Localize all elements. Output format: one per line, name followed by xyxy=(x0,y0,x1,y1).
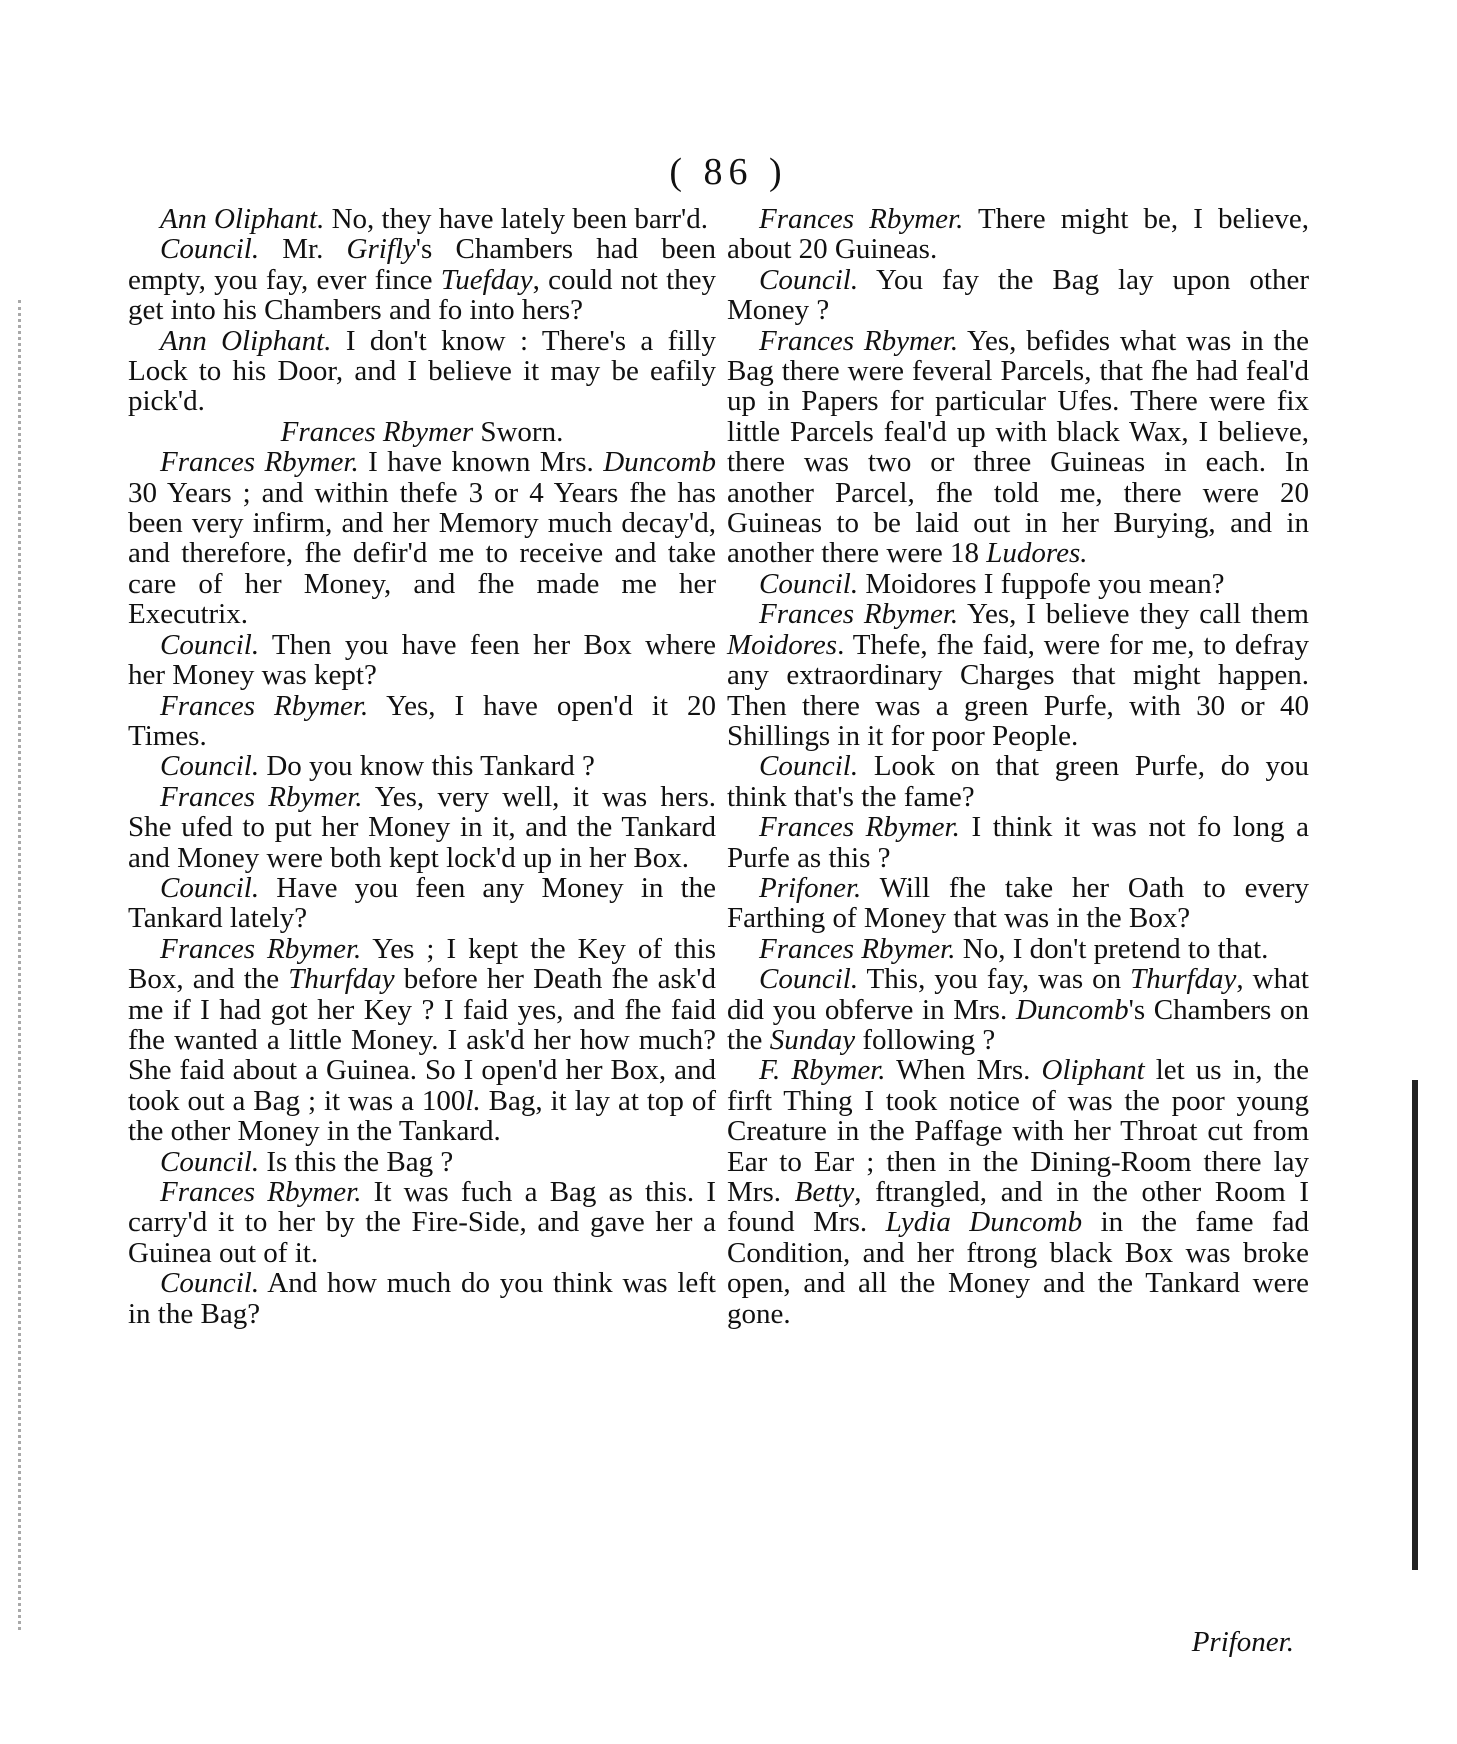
testimony-text: Yes, I have open'd it 20 Times. xyxy=(128,689,716,752)
testimony-text: I don't know : There's a filly Lock to his Door, and I believe it may be eafily pick'd. xyxy=(128,324,716,418)
catchword: Prifoner. xyxy=(1191,1626,1294,1658)
testimony-text: Have you feen any Money in the Tankard lately? xyxy=(128,871,716,935)
italic-term: Thurfday xyxy=(1130,963,1237,996)
testimony-text: 's Chambers on the xyxy=(727,993,1309,1056)
testimony-text: Mr. xyxy=(259,233,347,266)
testimony-paragraph xyxy=(727,1055,1309,1329)
testimony-paragraph xyxy=(727,751,1309,812)
testimony-text: I think it was not fo long a Purfe as this ? xyxy=(727,811,1309,874)
testimony-text: . Thefe, fhe faid, were for me, to defray any extraordinary Charges that might happen. Then there was a green Purfe, with 30 or 40 Shillings in it for poor People. xyxy=(727,628,1309,752)
testimony-paragraph xyxy=(128,1177,716,1268)
italic-term: l. xyxy=(465,1084,481,1117)
italic-term: Oliphant xyxy=(1041,1054,1145,1087)
testimony-paragraph xyxy=(128,326,716,417)
testimony-text: 30 Years ; and within thefe 3 or 4 Years fhe has been very infirm, and her Memory much decay'd, and therefore, fhe defir'd me to receive and take care of her Money, and fhe made me her Executrix. xyxy=(128,476,716,631)
speaker-label: Frances Rbymer. xyxy=(759,598,959,631)
testimony-text: following ? xyxy=(855,1023,996,1056)
testimony-paragraph xyxy=(727,873,1309,934)
testimony-paragraph xyxy=(128,630,716,691)
testimony-text: Then you have feen her Box where her Money was kept? xyxy=(128,628,716,692)
testimony-paragraph xyxy=(128,447,716,629)
speaker-label: Council. xyxy=(160,1145,260,1178)
testimony-paragraph xyxy=(128,751,716,781)
testimony-text: Bag, it lay at top of the other Money in the Tankard. xyxy=(128,1084,717,1148)
testimony-text: Yes, I believe they call them xyxy=(958,598,1309,631)
left-margin-mark xyxy=(18,300,43,1630)
testimony-text: No, I don't pretend to that. xyxy=(955,932,1269,965)
testimony-text: Yes ; I kept the Key of this Box, and the xyxy=(128,932,716,996)
speaker-label: Frances Rbymer. xyxy=(160,1176,362,1208)
testimony-text: let us in, the firft Thing I took notice of was the poor young Creature in the Paffage with her Throat cut from Ear to Ear ; then in the Dining-Room there lay Mrs. xyxy=(727,1054,1309,1208)
testimony-text: Is this the Bag ? xyxy=(259,1145,454,1178)
italic-term: Ludores. xyxy=(986,537,1088,570)
italic-term: Grifly xyxy=(346,233,416,266)
testimony-paragraph xyxy=(128,782,716,873)
testimony-paragraph xyxy=(727,964,1309,1055)
page-number: ( 86 ) xyxy=(669,151,788,193)
testimony-text: Look on that green Purfe, do you think that's the fame? xyxy=(727,750,1309,813)
speaker-label: Frances Rbymer. xyxy=(160,446,359,479)
witness-name: Frances Rbymer xyxy=(280,415,474,448)
sworn-label: Sworn. xyxy=(473,415,564,448)
testimony-paragraph xyxy=(727,265,1309,326)
testimony-text: I have known Mrs. xyxy=(358,446,604,479)
italic-term: Moidores xyxy=(727,628,838,661)
speaker-label: Council. xyxy=(759,750,859,783)
testimony-text: Moidores I fuppofe you mean? xyxy=(858,567,1225,600)
speaker-label: Frances Rbymer. xyxy=(160,780,363,813)
testimony-text: , what did you obferve in Mrs. xyxy=(727,963,1309,1026)
testimony-text: Yes, befides what was in the Bag there were feveral Parcels, that fhe had feal'd up in Papers for particular Ufes. There were fix little Parcels feal'd up with black Wax, I believe, there was two or three Guineas in each. In another Parcel, fhe told me, there were 20 Guineas to be laid out in her Burying, and in another there were 18 xyxy=(727,324,1309,570)
testimony-paragraph xyxy=(128,934,716,1147)
testimony-text: When Mrs. xyxy=(885,1054,1042,1087)
speaker-label: Council. xyxy=(759,263,859,296)
testimony-paragraph xyxy=(128,1147,716,1177)
speaker-label: Frances Rbymer. xyxy=(759,932,956,965)
speaker-label: F. Rbymer. xyxy=(759,1054,886,1087)
testimony-paragraph xyxy=(727,599,1309,751)
testimony-paragraph xyxy=(128,1268,716,1329)
speaker-label: Council. xyxy=(160,750,260,783)
italic-term: Sunday xyxy=(769,1023,856,1056)
speaker-label: Frances Rbymer. xyxy=(160,689,369,722)
testimony-paragraph xyxy=(727,934,1309,964)
testimony-paragraph xyxy=(128,204,716,234)
testimony-paragraph xyxy=(727,326,1309,569)
italic-term: Duncomb xyxy=(603,446,716,479)
testimony-text: This, you fay, was on xyxy=(858,963,1131,996)
testimony-text: Will fhe take her Oath to every Farthing of Money that was in the Box? xyxy=(727,871,1309,935)
testimony-paragraph xyxy=(727,569,1309,599)
italic-term: Tuefday xyxy=(440,263,533,296)
testimony-text: in the fame fad Condition, and her ftrong black Box was broke open, and all the Money and the Tankard were gone. xyxy=(727,1206,1310,1330)
testimony-text: Do you know this Tankard ? xyxy=(259,750,595,783)
italic-term: Lydia Duncomb xyxy=(885,1206,1083,1239)
testimony-text: And how much do you think was left in the Bag? xyxy=(128,1267,716,1330)
testimony-paragraph xyxy=(727,812,1309,873)
speaker-label: Frances Rbymer. xyxy=(759,324,959,357)
testimony-text: , could not they get into his Chambers and fo into hers? xyxy=(128,263,716,327)
speaker-label: Frances Rbymer. xyxy=(759,811,960,844)
testimony-text: 's Chambers had been empty, you fay, ever fince xyxy=(128,233,716,296)
testimony-paragraph xyxy=(128,873,716,934)
speaker-label: Council. xyxy=(759,567,859,600)
right-margin-mark xyxy=(1412,1080,1418,1570)
speaker-label: Council. xyxy=(160,628,260,661)
testimony-paragraph xyxy=(128,691,716,752)
testimony-text: There might be, I believe, about 20 Guineas. xyxy=(727,203,1309,266)
testimony-text: You fay the Bag lay upon other Money ? xyxy=(727,263,1309,327)
testimony-paragraph xyxy=(727,204,1309,265)
italic-term: Duncomb xyxy=(1015,993,1129,1026)
testimony-text: No, they have lately been barr'd. xyxy=(324,203,709,235)
testimony-text: before her Death fhe ask'd me if I had got her Key ? I faid yes, and fhe faid fhe wanted a little Money. I ask'd her how much? She faid about a Guinea. So I open'd her Box, and took out a Bag ; it was a 100 xyxy=(128,963,716,1117)
testimony-text: It was fuch a Bag as this. I carry'd it to her by the Fire-Side, and gave her a Guinea out of it. xyxy=(128,1176,716,1269)
speaker-label: Ann Oliphant. xyxy=(160,203,325,235)
speaker-label: Council. xyxy=(160,871,260,904)
speaker-label: Frances Rbymer. xyxy=(759,203,964,235)
testimony-text: Yes, very well, it was hers. She ufed to put her Money in it, and the Tankard and Money were both kept lock'd up in her Box. xyxy=(128,780,716,874)
speaker-label: Council. xyxy=(759,963,859,996)
sworn-heading xyxy=(128,417,716,447)
left-column xyxy=(128,204,716,1329)
speaker-label: Ann Oliphant. xyxy=(160,324,332,357)
speaker-label: Prifoner. xyxy=(759,871,862,904)
italic-term: Thurfday xyxy=(288,963,395,996)
speaker-label: Council. xyxy=(160,1267,260,1300)
speaker-label: Frances Rbymer. xyxy=(160,932,362,965)
right-column xyxy=(727,204,1309,1329)
testimony-text: , ftrangled, and in the other Room I found Mrs. xyxy=(727,1176,1309,1239)
italic-term: Betty xyxy=(794,1176,855,1208)
speaker-label: Council. xyxy=(160,233,260,266)
testimony-paragraph xyxy=(128,234,716,325)
